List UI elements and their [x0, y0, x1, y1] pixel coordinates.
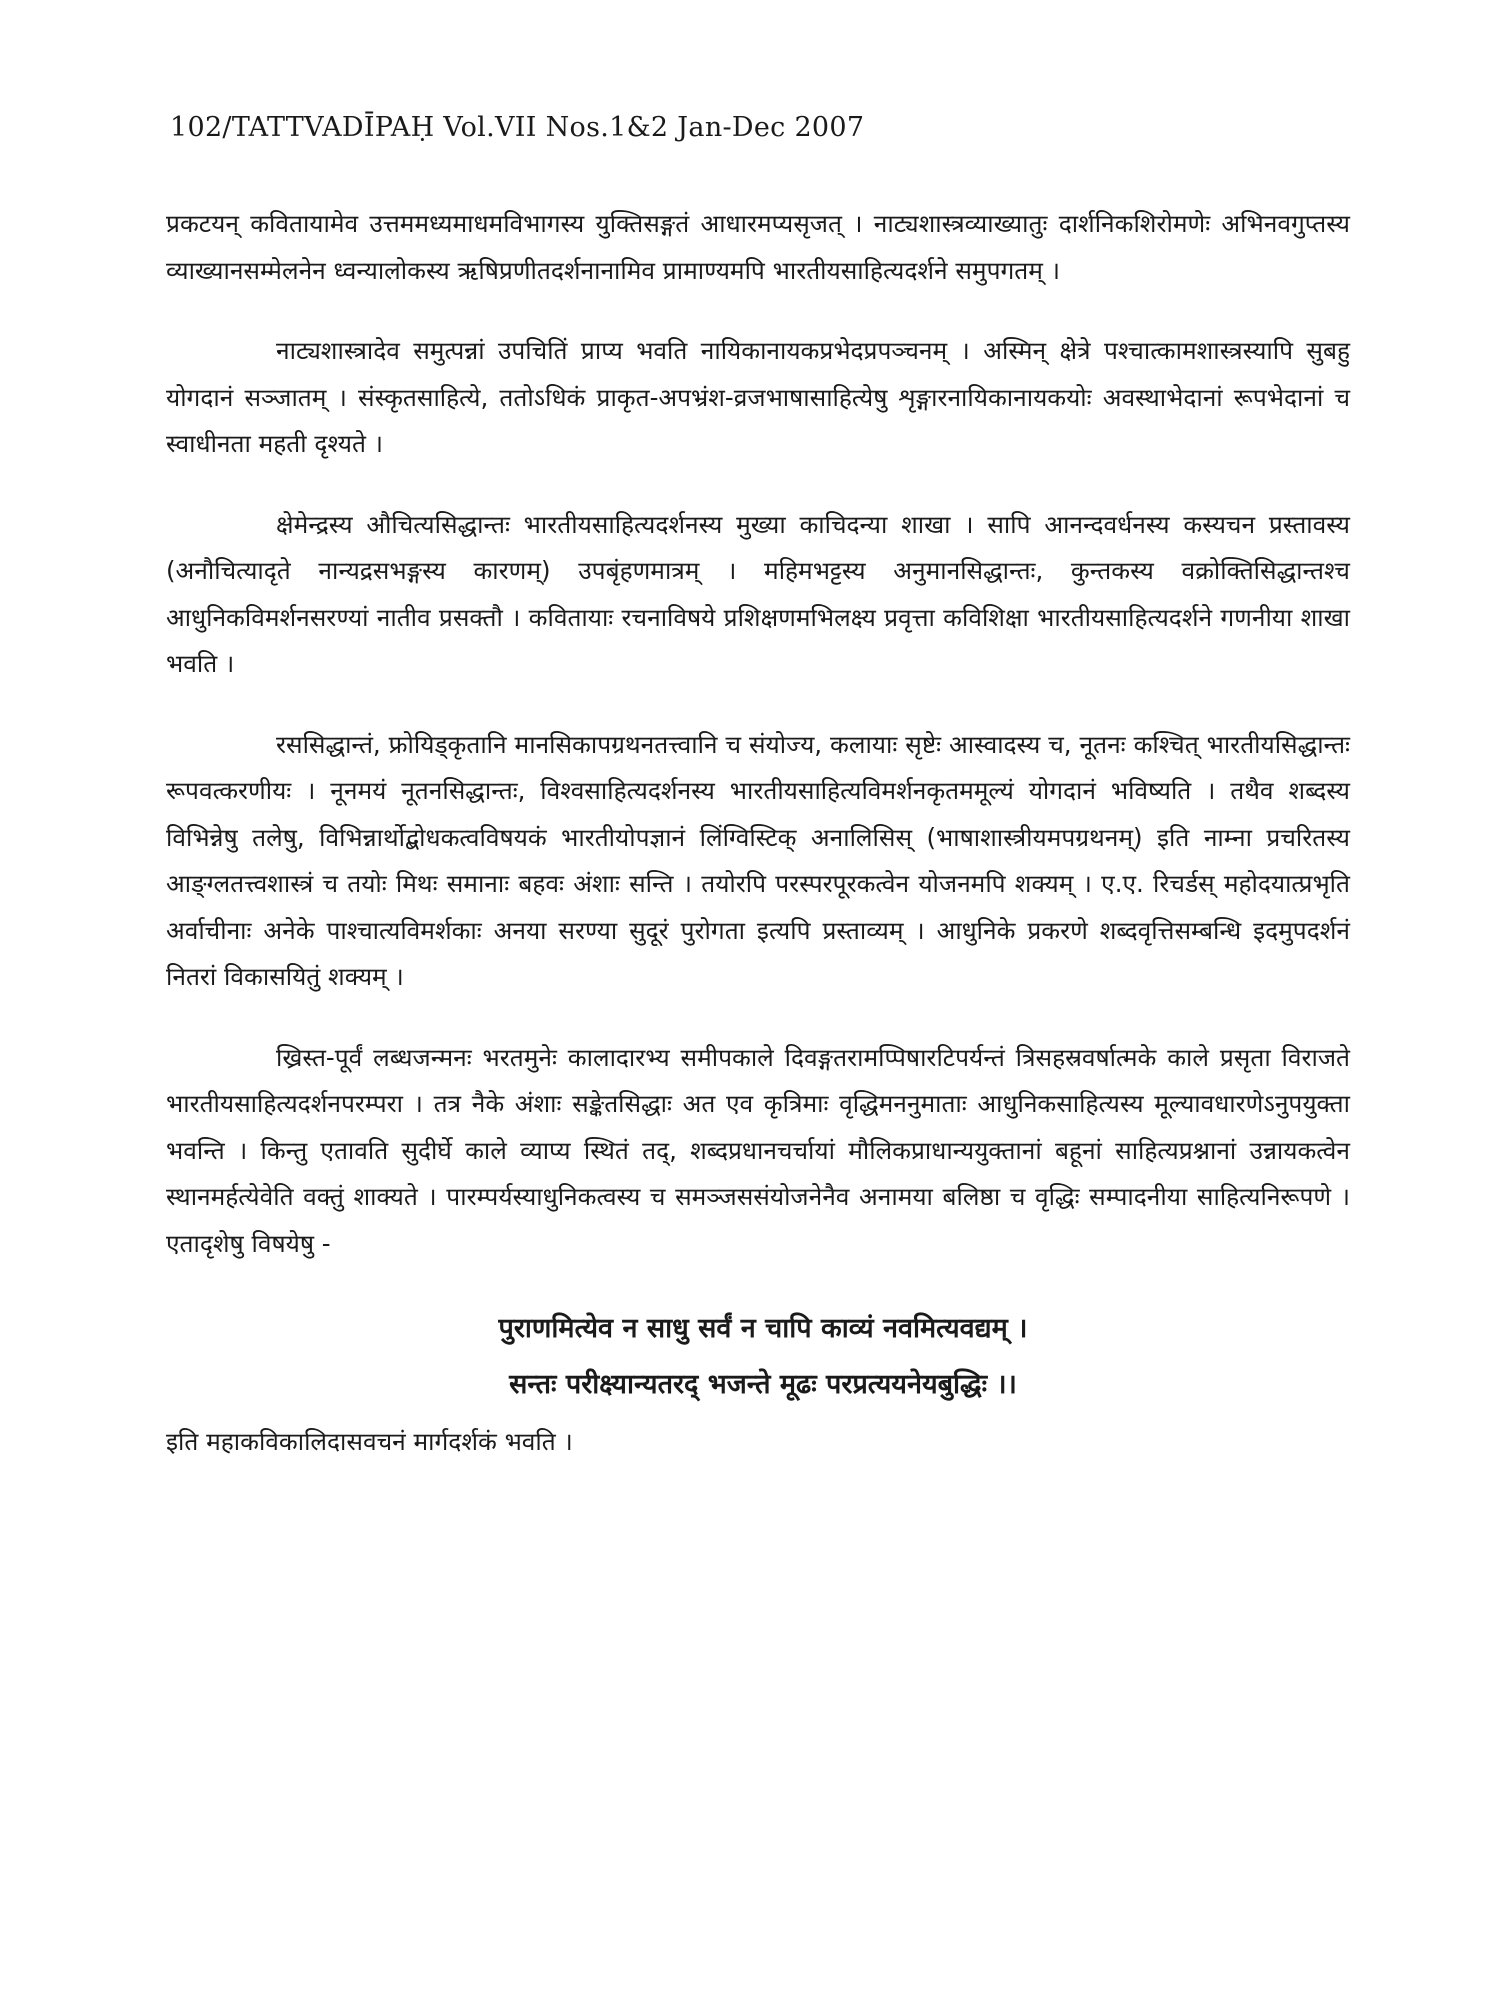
verse-quotation	[176, 1301, 1350, 1413]
paragraph-2: नाट्यशास्त्रादेव समुत्पन्नां उपचितिं प्राप्य भवति नायिकानायकप्रभेदप्रपञ्चनम् । अस्मिन् क्षेत्रे पश्चात्कामशास्त्रस्यापि सुबहु योगदानं सञ्जातम् । संस्कृतसाहित्ये, ततोऽधिकं प्राकृत-अपभ्रंश-व्रजभाषासाहित्येषु शृङ्गारनायिकानायकयोः अवस्थाभेदानां रूपभेदानां च स्वाधीनता महती दृश्यते ।	[166, 336, 1350, 458]
paragraph-4: रससिद्धान्तं, फ्रोयिड्कृतानि मानसिकापग्रथनतत्त्वानि च संयोज्य, कलायाः सृष्टेः आस्वादस्य च, नूतनः कश्चित् भारतीयसिद्धान्तः रूपवत्करणीयः । नूनमयं नूतनसिद्धान्तः, विश्वसाहित्यदर्शनस्य भारतीयसाहित्यविमर्शनकृतममूल्यं योगदानं भविष्यति । तथैव शब्दस्य विभिन्नेषु तलेषु, विभिन्नार्थोद्बोधकत्वविषयकं भारतीयोपज्ञानं लिंग्विस्टिक् अनालिसिस् (भाषाशास्त्रीयमपग्रथनम्) इति नाम्ना प्रचरितस्य आङ्ग्लतत्त्वशास्त्रं च तयोः मिथः समानाः बहवः अंशाः सन्ति । तयोरपि परस्परपूरकत्वेन योजनमपि शक्यम् । ए.ए. रिचर्डस् महोदयात्प्रभृति अर्वाचीनाः अनेके पाश्चात्यविमर्शकाः अनया सरण्या सुदूरं पुरोगता इत्यपि प्रस्ताव्यम् । आधुनिके प्रकरणे शब्दवृत्तिसम्बन्धि इदमुपदर्शनं नितरां विकासयितुं शक्यम् ।	[166, 729, 1350, 991]
running-header: 102/TATTVADĪPAḤ Vol.VII Nos.1&2 Jan-Dec 2007	[170, 112, 865, 143]
closing-line: इति महाकविकालिदासवचनं मार्गदर्शकं भवति ।	[166, 1427, 573, 1456]
verse-line-2: सन्तः परीक्ष्यान्यतरद् भजन्ते मूढः परप्रत्ययनेयबुद्धिः ।।	[509, 1369, 1017, 1400]
paragraph-5: ख्रिस्त-पूर्वं लब्धजन्मनः भरतमुनेः कालादारभ्य समीपकाले दिवङ्गतरामप्पिषारटिपर्यन्तं त्रिसहस्रवर्षात्मके काले प्रसृता विराजते भारतीयसाहित्यदर्शनपरम्परा । तत्र नैके अंशाः सङ्केतसिद्धाः अत एव कृत्रिमाः वृद्धिमननुमाताः आधुनिकसाहित्यस्य मूल्यावधारणेऽनुपयुक्ता भवन्ति । किन्तु एतावति सुदीर्घे काले व्याप्य स्थितं तद्, शब्दप्रधानचर्चायां मौलिकप्राधान्ययुक्तानां बहूनां साहित्यप्रश्नानां उन्नायकत्वेन स्थानमर्हत्येवेति वक्तुं शाक्यते । पारम्पर्यस्याधुनिकत्वस्य च समञ्जससंयोजनेनैव अनामया बलिष्ठा च वृद्धिः सम्पादनीया साहित्यनिरूपणे । एतादृशेषु विषयेषु -	[166, 1042, 1350, 1258]
paragraph-3: क्षेमेन्द्रस्य औचित्यसिद्धान्तः भारतीयसाहित्यदर्शनस्य मुख्या काचिदन्या शाखा । सापि आनन्दवर्धनस्य कस्यचन प्रस्तावस्य (अनौचित्यादृते नान्यद्रसभङ्गस्य कारणम्) उपबृंहणमात्रम् । महिमभट्टस्य अनुमानसिद्धान्तः, कुन्तकस्य वक्रोक्तिसिद्धान्तश्च आधुनिकविमर्शनसरण्यां नातीव प्रसक्तौ । कवितायाः रचनाविषये प्रशिक्षणमभिलक्ष्य प्रवृत्ता कविशिक्षा भारतीयसाहित्यदर्शने गणनीया शाखा भवति ।	[166, 509, 1350, 678]
paragraph-1: प्रकटयन् कवितायामेव उत्तममध्यमाधमविभागस्य युक्तिसङ्गतं आधारमप्यसृजत् । नाट्यशास्त्रव्याख्यातुः दार्शनिकशिरोमणेः अभिनवगुप्तस्य व्याख्यानसम्मेलनेन ध्वन्यालोकस्य ऋषिप्रणीतदर्शनानामिव प्रामाण्यमपि भारतीयसाहित्यदर्शने समुपगतम् ।	[166, 209, 1350, 285]
verse-line-1: पुराणमित्येव न साधु सर्वं न चापि काव्यं नवमित्यवद्यम् ।	[498, 1313, 1028, 1344]
